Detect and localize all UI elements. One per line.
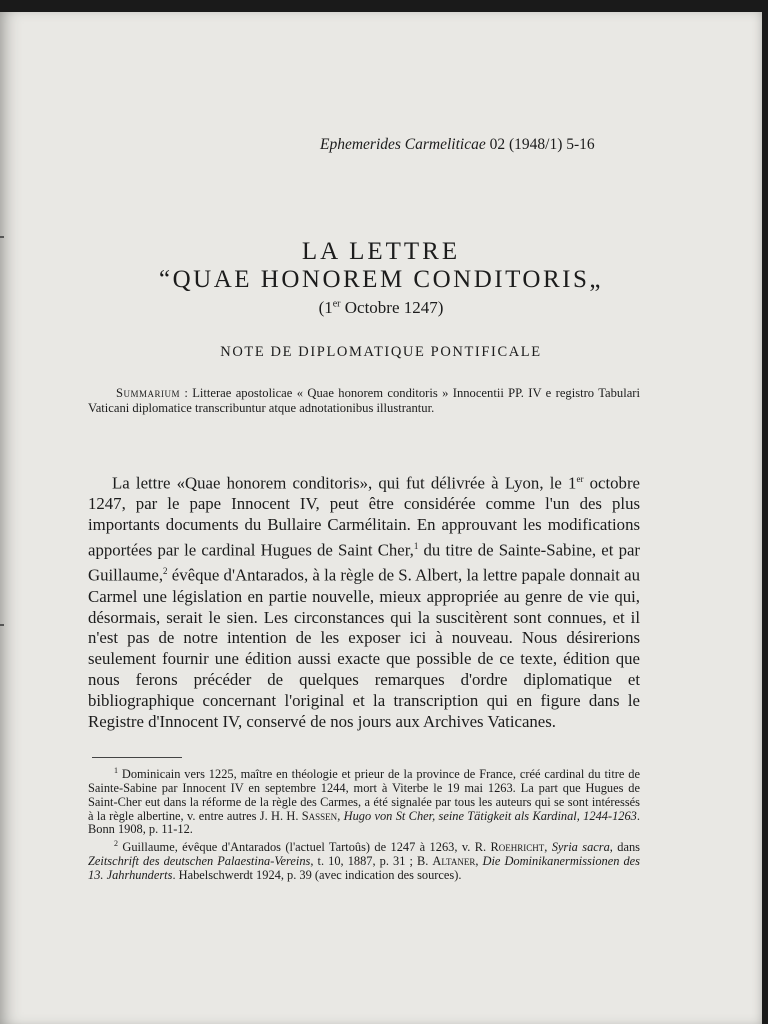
footnote-text: . Habelschwerdt 1924, p. 39 (avec indication des sources). [172,867,462,882]
date-rest: Octobre 1247) [340,298,444,317]
summary-text: : Litterae apostolicae « Quae honorem conditoris » Innocentii PP. IV e registro Tabulari Vaticani diplomatice transcribuntur atque adnotationibus illustrantur. [88,386,640,415]
footnote-text: , t. 10, 1887, p. 31 ; B. [310,854,433,869]
date-superscript: er [332,298,341,310]
footnote-number: 1 [114,766,118,775]
journal-citation [320,136,650,154]
document-page [0,12,762,1024]
footnote-work-title: Die Dominikanermissionen des 13. Jahrhunderts [88,854,640,882]
footnotes [88,764,640,883]
footnote-text: , [544,840,552,855]
footnote-work-title: Hugo von St Cher, seine Tätigkeit als Kardinal, 1244-1263 [343,808,637,823]
footnote-text: Dominicain vers 1225, maître en théologie et prieur de la province de France, créé cardinal du titre de Sainte-Sabine par Innocent IV en septembre 1244, mort à Viterbe le 19 mai 1263. La part que Hugues de Saint-Cher eut dans la réforme de la règle des Carmes, a été signalée par tous les auteurs qui se sont intéressés à la règle albertine, v. entre autres J. H. H. [88,767,640,823]
footnote-work-title: Syria sacra [551,840,610,855]
body-superscript: er [576,474,584,484]
body-text-part: octobre 1247, par le pape Innocent IV, peut être considérée comme l'un des plus importants documents du Bullaire Carmélitain. En approuvant les modifications apportées par le cardinal Hugues de Saint Cher, [88,473,640,560]
footnote-text: Guillaume, évêque d'Antarados (l'actuel Tartoûs) de 1247 à 1263, v. R. [118,840,491,855]
footnote-text: , [337,808,344,823]
footnote-author: Sassen [301,808,338,823]
journal-reference: 02 (1948/1) 5-16 [489,136,595,153]
body-text-part: évêque d'Antarados, à la règle de S. Albert, la lettre papale donnait au Carmel une législation en partie nouvelle, mieux appropriée au genre de vie qui, désormais, serait le sien. Les circonstances qui la suscitèrent sont connues, et il n'est pas de notre intention de les exposer ici à nouveau. Nous désirerions seulement fournir une édition aussi exacte que possible de ce texte, édition que nous ferons précéder de quelques remarques d'ordre diplomatique et bibliographique concernant l'original et la transcription qui en figure dans le Registre d'Innocent IV, conservé de nos jours aux Archives Vaticanes. [88,565,640,731]
footnote-text: . Bonn 1908, p. 11-12. [88,808,640,837]
article-title-line2: “QUAE HONOREM CONDITORIS„ [159,266,603,293]
footnote-ref-2: 2 [163,566,168,577]
footnote-work-title: Zeitschrift des deutschen Palaestina-Vereins [88,854,311,869]
body-paragraph [88,469,640,732]
footnote-ref-1: 1 [413,540,419,551]
date-open: (1 [318,298,333,317]
journal-name: Ephemerides Carmeliticae [320,136,486,153]
body-text-part: La lettre «Quae honorem conditoris», qui fut délivrée à Lyon, le 1 [112,473,577,493]
footnote-1 [88,764,640,837]
binding-mark [0,624,4,626]
article-date [0,298,762,318]
footnote-text: , [475,854,483,869]
footnote-author: Altaner [432,854,476,869]
footnote-author: Roehricht [490,840,545,855]
footnote-text: , dans [609,840,640,855]
summary-paragraph [88,386,640,416]
footnote-number: 2 [114,839,118,849]
footnote-2 [88,837,640,883]
article-title-line1: LA LETTRE [301,238,461,265]
summary-label: Summarium [116,386,181,400]
article-subtitle: NOTE DE DIPLOMATIQUE PONTIFICALE [220,344,542,360]
body-text-part: du titre de Sainte-Sabine, et par Guillaume, [88,540,640,585]
footnote-divider [92,757,182,758]
